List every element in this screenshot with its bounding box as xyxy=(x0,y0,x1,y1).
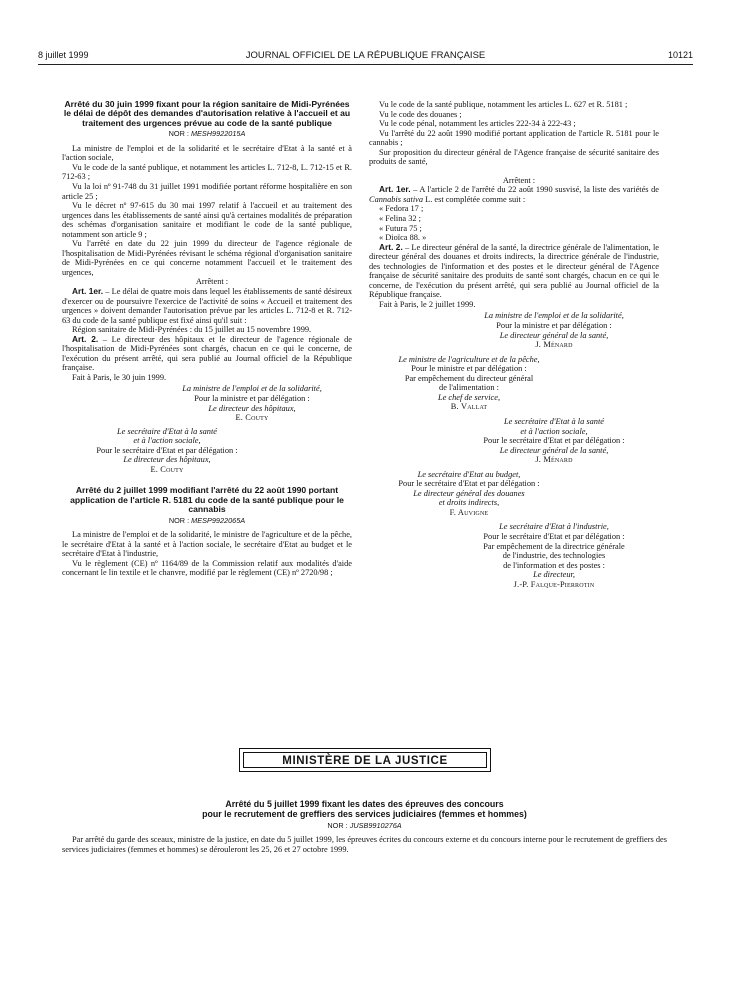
header-date: 8 juillet 1999 xyxy=(38,50,89,60)
list-item: « Futura 75 ; xyxy=(379,223,422,233)
article-2 xyxy=(62,335,352,373)
signature-delegation: Pour le ministre et par délégation : xyxy=(411,364,527,374)
signature-name: J. Ménard xyxy=(535,340,573,350)
signature-title: Le secrétaire d'Etat à la santé xyxy=(117,426,217,436)
paragraph: Région sanitaire de Midi-Pyrénées : du 15 juillet au 15 novembre 1999. xyxy=(72,325,312,335)
signature-delegation: de l'information et des postes : xyxy=(503,560,605,570)
paragraph: Vu le code de la santé publique, et notamment les articles L. 712-8, L. 712-15 et R. 712-63 ; xyxy=(62,162,352,182)
variety-list xyxy=(379,204,659,242)
signature-block xyxy=(369,470,569,518)
left-column xyxy=(62,100,352,578)
signature-delegation: Pour le secrétaire d'Etat et par délégation : xyxy=(483,436,625,446)
signature-block xyxy=(449,417,659,465)
article-label: Art. 1er. xyxy=(379,184,411,195)
arretent-heading: Arrêtent : xyxy=(195,277,229,287)
signature-block xyxy=(449,522,659,589)
signature-title: La ministre de l'emploi et de la solidarité, xyxy=(182,384,322,394)
signature-role: Le directeur des hôpitaux, xyxy=(123,455,211,465)
signature-role: Le directeur général de la santé, xyxy=(499,330,609,340)
ministry-heading-box xyxy=(239,748,491,772)
signature-role: et droits indirects, xyxy=(438,498,500,508)
signature-title: et à l'action sociale, xyxy=(133,436,201,446)
signature-title: Le ministre de l'agriculture et de la pêche, xyxy=(398,354,540,364)
article-1 xyxy=(369,185,659,204)
paragraph: Sur proposition du directeur général de l'Agence française de sécurité sanitaire des produits de santé, xyxy=(369,147,659,167)
right-column xyxy=(369,100,659,589)
signature-delegation: Pour le secrétaire d'Etat et par délégation : xyxy=(96,445,238,455)
list-item: « Dioïca 88. » xyxy=(379,233,427,243)
paragraph: Vu la loi nº 91-748 du 31 juillet 1991 modifiée portant réforme hospitalière en son article 25 ; xyxy=(62,181,352,201)
signature-name: B. Vallat xyxy=(450,402,488,412)
signature-name: E. Couty xyxy=(150,464,184,474)
arrete1-title: Arrêté du 30 juin 1999 fixant pour la région sanitaire de Midi-Pyrénées le délai de dépôt des demandes d'autorisation relative à l'accueil et au traitement des urgences prévue au code de la santé publique xyxy=(63,99,351,128)
header-journal-title: JOURNAL OFFICIEL DE LA RÉPUBLIQUE FRANÇAISE xyxy=(245,50,486,61)
arrete1-nor xyxy=(62,129,352,139)
signature-block xyxy=(62,427,272,475)
signature-delegation: Pour la ministre et par délégation : xyxy=(496,321,612,331)
nor-label: NOR : xyxy=(327,820,348,830)
paragraph: Par arrêté du garde des sceaux, ministre de la justice, en date du 5 juillet 1999, les épreuves écrites du concours externe et du concours interne pour le recrutement de greffiers des services judiciaires (femmes et hommes) se dérouleront les 25, 26 et 27 octobre 1999. xyxy=(62,835,667,854)
signature-delegation: Par empêchement du directeur général xyxy=(404,373,534,383)
signature-title: Le secrétaire d'Etat à la santé xyxy=(504,416,604,426)
nor-code: MESP9922065A xyxy=(191,515,246,525)
signature-delegation: Pour le secrétaire d'Etat et par délégation : xyxy=(483,531,625,541)
nor-code: MESH9922015A xyxy=(190,129,246,139)
paragraph: Vu l'arrêté du 22 août 1990 modifié portant application de l'article R. 5181 pour le cannabis ; xyxy=(369,128,659,148)
signature-title: Le secrétaire d'Etat au budget, xyxy=(417,469,521,479)
header-page-number: 10121 xyxy=(667,50,693,60)
paragraph: Vu le règlement (CE) nº 1164/89 de la Commission relatif aux modalités d'aide concernant le lin textile et le chanvre, modifié par le règlement (CE) nº 2720/98 ; xyxy=(62,558,352,578)
nor-code: JUSB9910276A xyxy=(349,820,402,830)
article-label: Art. 2. xyxy=(379,241,403,252)
article-2 xyxy=(369,243,659,300)
ministry-heading: MINISTÈRE DE LA JUSTICE xyxy=(243,752,487,768)
signature-role: Le directeur, xyxy=(533,570,575,580)
page-header xyxy=(38,50,693,65)
signature-block xyxy=(369,355,569,412)
arrete3 xyxy=(62,800,667,855)
signature-delegation: Par empêchement de la directrice générale xyxy=(483,541,625,551)
signature-title: et à l'action sociale, xyxy=(520,426,588,436)
paragraph: Vu l'arrêté en date du 22 juin 1999 du directeur de l'agence régionale de l'hospitalisation de Midi-Pyrénées révisant le schéma régional d'organisation sanitaire de Midi-Pyrénées en ce qui concerne notamment l'accueil et le traitement des urgences, xyxy=(62,239,352,277)
signature-name: J. Ménard xyxy=(535,455,573,465)
signature-name: J.-P. Falque-Pierrotin xyxy=(513,579,595,589)
arretent-heading: Arrêtent : xyxy=(502,175,536,185)
signature-block xyxy=(449,311,659,349)
arrete3-nor xyxy=(62,821,667,831)
paragraph: Vu le code de la santé publique, notamment les articles L. 627 et R. 5181 ; xyxy=(379,100,628,109)
signature-delegation: Pour la ministre et par délégation : xyxy=(194,393,310,403)
arrete2-title: Arrêté du 2 juillet 1999 modifiant l'arrêté du 22 août 1990 portant application de l'article R. 5181 du code de la santé publique pour le cannabis xyxy=(70,485,344,515)
paragraph: Vu le décret nº 97-615 du 30 mai 1997 relatif à l'accueil et au traitement des urgences dans les établissements de santé ainsi qu'à certaines modalités de préparation des schémas d'organisation sanitaire et modifiant le code de la santé publique, notamment son article 9 ; xyxy=(62,201,352,239)
article-label: Art. 2. xyxy=(72,333,99,344)
fait-a-paris: Fait à Paris, le 2 juillet 1999. xyxy=(379,299,476,309)
list-item: « Fedora 17 ; xyxy=(379,204,424,214)
paragraph: Vu le code pénal, notamment les articles 222-34 à 222-43 ; xyxy=(379,119,576,129)
nor-label: NOR : xyxy=(168,515,190,525)
signature-title: Le secrétaire d'Etat à l'industrie, xyxy=(499,522,609,532)
signature-role: Le directeur des hôpitaux, xyxy=(208,403,296,413)
article-text: – Le délai de quatre mois dans lequel les établissements de santé désireux d'exercer ou de poursuivre l'exercice de l'activité de soins « Accueil et traitement des urgences » doivent demander l'autorisation prévue par les articles L. 712-8 et R. 712-63 du code de la santé publique est fixé ainsi qu'il suit : xyxy=(62,286,353,325)
article-text: – Le directeur général de la santé, la directrice générale de l'alimentation, le directeur général des douanes et droits indirects, la directrice générale de l'industrie, des technologies de l'information et des postes et le directeur général de l'Agence française de sécurité sanitaire des produits de santé sont chargés, chacun en ce qui le concerne, de l'exécution du présent arrêté, qui sera publié au Journal officiel de la République française. xyxy=(369,242,659,300)
signature-delegation: de l'industrie, des technologies xyxy=(502,551,606,561)
fait-a-paris: Fait à Paris, le 30 juin 1999. xyxy=(72,372,167,382)
signature-title: La ministre de l'emploi et de la solidarité, xyxy=(484,311,624,321)
signature-delegation: de l'alimentation : xyxy=(439,383,499,393)
arrete2-nor xyxy=(62,516,352,526)
signature-role: Le directeur général des douanes xyxy=(413,488,525,498)
signature-role: Le chef de service, xyxy=(437,392,501,402)
article-1 xyxy=(62,287,352,325)
paragraph: La ministre de l'emploi et de la solidarité et le secrétaire d'Etat à la santé et à l'action sociale, xyxy=(62,143,352,163)
arrete3-title-line-2: pour le recrutement de greffiers des services judiciaires (femmes et hommes) xyxy=(202,809,527,820)
paragraph: Vu le code des douanes ; xyxy=(379,109,462,119)
article-label: Art. 1er. xyxy=(72,285,104,296)
arrete3-title-line-1: Arrêté du 5 juillet 1999 fixant les dates des épreuves des concours xyxy=(225,799,504,809)
article-text: L. est complétée comme suit : xyxy=(423,194,526,204)
signature-block xyxy=(152,384,352,422)
article-text: – Le directeur des hôpitaux et le directeur de l'agence régionale de l'hospitalisation de Midi-Pyrénées sont chargés, chacun en ce qui le concerne, de l'exécution du présent arrêté, qui sera publié au Journal officiel de la République française. xyxy=(62,334,352,373)
signature-name: E. Couty xyxy=(235,413,269,423)
list-item: « Felina 32 ; xyxy=(379,214,421,224)
paragraph: La ministre de l'emploi et de la solidarité, le ministre de l'agriculture et de la pêche, le secrétaire d'Etat à la santé et à l'action sociale, le secrétaire d'Etat au budget et le secrétaire d'Etat à l'industrie, xyxy=(62,530,352,559)
species-name: Cannabis sativa xyxy=(369,194,424,204)
signature-name: F. Auvigne xyxy=(449,507,489,517)
signature-delegation: Pour le secrétaire d'Etat et par délégation : xyxy=(398,479,540,489)
article-text: – A l'article 2 de l'arrêté du 22 août 1990 susvisé, la liste des variétés de xyxy=(410,185,659,195)
signature-role: Le directeur général de la santé, xyxy=(499,445,609,455)
nor-label: NOR : xyxy=(168,129,189,139)
